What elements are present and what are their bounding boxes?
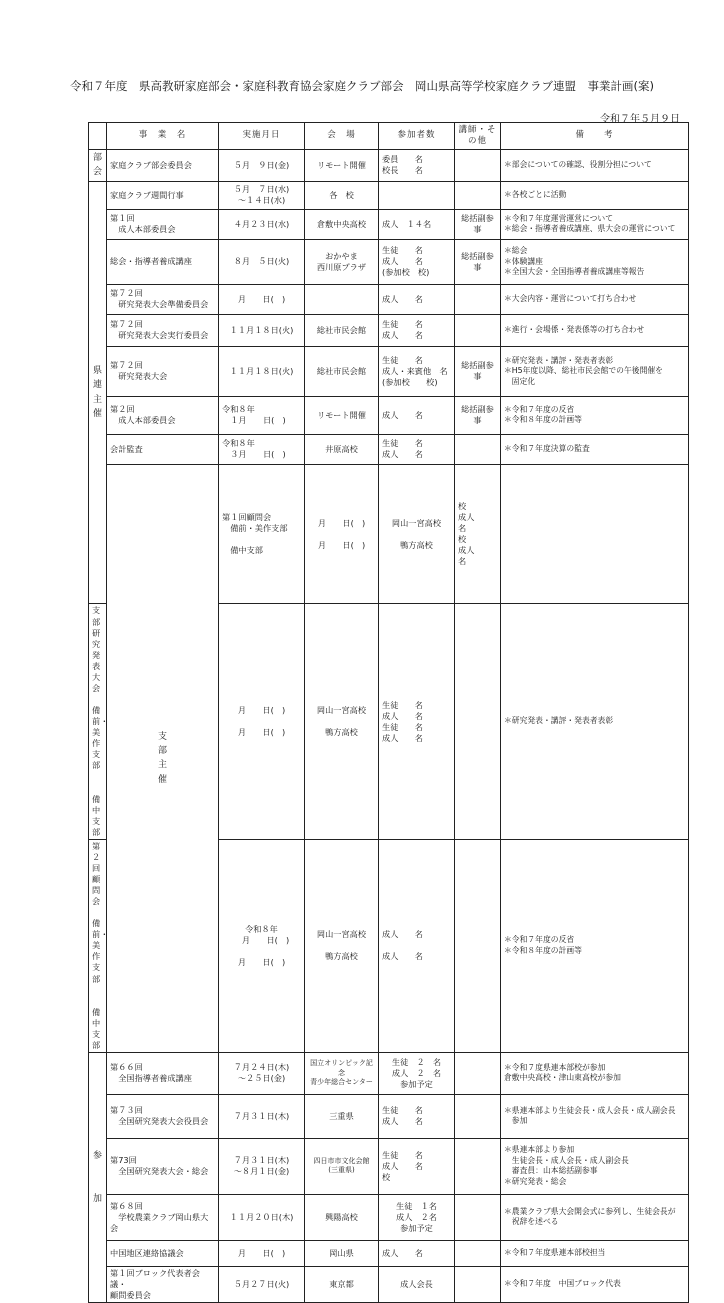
event-name: 第６６回 全国指導者養成講座 xyxy=(107,1052,219,1094)
event-date: １１月２０日(木) xyxy=(219,1194,305,1240)
event-remarks: ＊令和７年度 中国ブロック代表 xyxy=(501,1266,689,1302)
header-lecturer: 講師・その他 xyxy=(455,123,501,150)
table-row xyxy=(89,1240,689,1266)
event-remarks: ＊令和７年度運営運営について ＊総会・指導者養成講座、県大会の運営について xyxy=(501,209,689,239)
event-date: 令和８年 ３月 日( ) xyxy=(219,434,305,464)
event-name: 第７２回 研究発表大会実行委員会 xyxy=(107,314,219,346)
table-row xyxy=(89,209,689,239)
event-lecturer xyxy=(501,464,689,604)
event-date: ５月 ７日(水) ～１４日(水) xyxy=(219,181,305,209)
event-remarks: ＊令和７年度の反省 ＊令和８年度の計画等 xyxy=(501,839,689,1052)
event-remarks: ＊農業クラブ県大会開会式に参列し、生徒会長が 祝辞を述べる xyxy=(501,1194,689,1240)
group-label: 支 部 主 催 xyxy=(107,464,219,1052)
event-participants: 成人 名 xyxy=(379,396,455,434)
event-remarks: ＊令和７年度県連本部校担当 xyxy=(501,1240,689,1266)
event-name: 家庭クラブ週間行事 xyxy=(107,181,219,209)
table-row xyxy=(89,434,689,464)
group-label: 参 加 xyxy=(89,1052,107,1302)
event-date: ７月２４日(木) ～２５日(金) xyxy=(219,1052,305,1094)
event-name: 第７２回 研究発表大会準備委員会 xyxy=(107,284,219,314)
event-remarks: ＊進行・会場係・発表係等の打ち合わせ xyxy=(501,314,689,346)
event-date: 令和８年 月 日( ) 月 日( ) xyxy=(219,839,305,1052)
event-participants: 生徒 名 成人・来賓他 名 (参加校 校) xyxy=(379,346,455,396)
event-remarks: ＊令和７年度の反省 ＊令和８年度の計画等 xyxy=(501,396,689,434)
event-date: ７月３１日(木) ～８月１日(金) xyxy=(219,1138,305,1194)
event-participants: 委員 名 校長 名 xyxy=(379,150,455,182)
event-remarks: ＊県連本部より生徒会長・成人会長・成人副会長 参加 xyxy=(501,1094,689,1138)
event-name: 第７２回 研究発表大会 xyxy=(107,346,219,396)
group-label: 部 会 xyxy=(89,150,107,182)
event-remarks: ＊研究発表・講評・発表者表彰 ＊H5年度以降、総社市民会館での午後開催を 固定化 xyxy=(501,346,689,396)
event-name: 会計監査 xyxy=(107,434,219,464)
event-date: ８月 ５日(火) xyxy=(219,239,305,284)
table-row xyxy=(89,396,689,434)
event-lecturer xyxy=(455,1138,501,1194)
event-date: 月 日( ) xyxy=(219,1240,305,1266)
event-remarks: ＊令和７年度決算の監査 xyxy=(501,434,689,464)
event-participants: 校 成人 名 校 成人 名 xyxy=(455,464,501,604)
event-date: １１月１８日(火) xyxy=(219,314,305,346)
event-lecturer xyxy=(455,839,501,1052)
event-venue: 国立オリンピック記念 青少年総合センター xyxy=(305,1052,379,1094)
event-remarks: ＊各校ごとに活動 xyxy=(501,181,689,209)
event-lecturer xyxy=(455,1240,501,1266)
event-date: 月 日( ) 月 日( ) xyxy=(305,464,379,604)
header-category xyxy=(89,123,107,150)
event-venue: 岡山一宮高校 鴨方高校 xyxy=(305,604,379,839)
event-lecturer xyxy=(455,604,501,839)
event-venue: 興陽高校 xyxy=(305,1194,379,1240)
event-remarks: ＊研究発表・講評・発表者表彰 xyxy=(501,604,689,839)
event-participants: 成人会長 xyxy=(379,1266,455,1302)
table-row xyxy=(89,464,689,604)
table-row xyxy=(89,314,689,346)
event-name: 第７３回 全国研究発表大会役員会 xyxy=(107,1094,219,1138)
event-participants: 成人 名 xyxy=(379,1240,455,1266)
event-lecturer xyxy=(455,434,501,464)
event-name: 第１回顧問会 備前・美作支部 備中支部 xyxy=(219,464,305,604)
event-venue xyxy=(305,284,379,314)
document-date: 令和７年５月９日 xyxy=(600,114,680,125)
event-date: 月 日( ) xyxy=(219,284,305,314)
event-lecturer xyxy=(455,1094,501,1138)
table-row xyxy=(89,1194,689,1240)
plan-table xyxy=(88,122,689,1303)
event-remarks: ＊部会についての確認、役割分担について xyxy=(501,150,689,182)
event-venue: 四日市市文化会館 (三重県) xyxy=(305,1138,379,1194)
table-row xyxy=(89,1094,689,1138)
group-label: 県 連 主 催 xyxy=(89,181,107,604)
event-venue: 東京都 xyxy=(305,1266,379,1302)
event-venue: 総社市民会館 xyxy=(305,314,379,346)
event-name: 第73回 全国研究発表大会・総会 xyxy=(107,1138,219,1194)
event-participants: 生徒 １名 成人 ２名 参加予定 xyxy=(379,1194,455,1240)
document-title: 令和７年度 県高教研家庭部会・家庭科教育協会家庭クラブ部会 岡山県高等学校家庭クラブ連盟 事業計画(案) xyxy=(70,79,654,93)
event-lecturer xyxy=(455,1194,501,1240)
event-participants: 生徒 名 成人 名 生徒 名 成人 名 xyxy=(379,604,455,839)
event-name: 中国地区連絡協議会 xyxy=(107,1240,219,1266)
event-name: 第２回顧問会 備前・美作支部 備中支部 xyxy=(89,839,107,1052)
event-participants: 生徒 名 成人 名 xyxy=(379,314,455,346)
event-lecturer xyxy=(455,181,501,209)
event-participants: 生徒 名 成人 名 (参加校 校) xyxy=(379,239,455,284)
event-date: １１月１８日(火) xyxy=(219,346,305,396)
event-venue: リモート開催 xyxy=(305,396,379,434)
table-row xyxy=(89,346,689,396)
event-lecturer xyxy=(455,1052,501,1094)
table-row xyxy=(89,239,689,284)
table-row xyxy=(89,181,689,209)
event-lecturer xyxy=(455,150,501,182)
event-name: 第１回ブロック代表者会議・ 顧問委員会 xyxy=(107,1266,219,1302)
table-row xyxy=(89,1052,689,1094)
event-venue: おかやま 西川原プラザ xyxy=(305,239,379,284)
event-date: ７月３１日(木) xyxy=(219,1094,305,1138)
event-date: ５月 ９日(金) xyxy=(219,150,305,182)
event-participants: 生徒 名 成人 名 xyxy=(379,1094,455,1138)
event-remarks: ＊県連本部より参加 生徒会長・成人会長・成人副会長 審査員：山本総括副参事 ＊研究発表・総会 xyxy=(501,1138,689,1194)
event-name: 家庭クラブ部会委員会 xyxy=(107,150,219,182)
event-lecturer: 総括副参事 xyxy=(455,396,501,434)
header-event: 事 業 名 xyxy=(107,123,219,150)
event-date: 令和８年 １月 日( ) xyxy=(219,396,305,434)
table-row xyxy=(89,1266,689,1302)
event-lecturer xyxy=(455,1266,501,1302)
table-row xyxy=(89,150,689,182)
event-venue: 岡山一宮高校 鴨方高校 xyxy=(379,464,455,604)
event-date: ４月２３日(水) xyxy=(219,209,305,239)
event-venue: 岡山一宮高校 鴨方高校 xyxy=(305,839,379,1052)
event-participants: 生徒 名 成人 名 xyxy=(379,434,455,464)
event-venue: 各 校 xyxy=(305,181,379,209)
event-remarks: ＊令和７度県連本部校が参加 倉敷中央高校・津山東高校が参加 xyxy=(501,1052,689,1094)
event-remarks: ＊総会 ＊体験講座 ＊全国大会・全国指導者養成講座等報告 xyxy=(501,239,689,284)
event-participants: 成人 名 xyxy=(379,284,455,314)
event-lecturer: 総括副参事 xyxy=(455,209,501,239)
event-participants xyxy=(379,181,455,209)
event-venue: 総社市民会館 xyxy=(305,346,379,396)
event-participants: 生徒 ２ 名 成人 ２ 名 参加予定 xyxy=(379,1052,455,1094)
table-row xyxy=(89,1138,689,1194)
event-venue: リモート開催 xyxy=(305,150,379,182)
event-name: 第６８回 学校農業クラブ岡山県大会 xyxy=(107,1194,219,1240)
event-participants: 成人 名 成人 名 xyxy=(379,839,455,1052)
event-participants: 成人 １４名 xyxy=(379,209,455,239)
event-remarks: ＊大会内容・運営について打ち合わせ xyxy=(501,284,689,314)
event-name: 総会・指導者養成講座 xyxy=(107,239,219,284)
header-venue: 会 場 xyxy=(305,123,379,150)
table-header-row xyxy=(89,123,689,150)
event-lecturer: 総括副参事 xyxy=(455,346,501,396)
event-venue: 井原高校 xyxy=(305,434,379,464)
event-venue: 岡山県 xyxy=(305,1240,379,1266)
table-row xyxy=(89,284,689,314)
event-date: 月 日( ) 月 日( ) xyxy=(219,604,305,839)
event-participants: 生徒 名 成人 名 校 xyxy=(379,1138,455,1194)
header-date: 実施月日 xyxy=(219,123,305,150)
event-lecturer: 総括副参事 xyxy=(455,239,501,284)
event-lecturer xyxy=(455,314,501,346)
event-date: ５月２７日(火) xyxy=(219,1266,305,1302)
event-name: 支部研究発表大会 備前・美作支部 備中支部 xyxy=(89,604,107,839)
event-name: 第１回 成人本部委員会 xyxy=(107,209,219,239)
event-venue: 三重県 xyxy=(305,1094,379,1138)
event-name: 第２回 成人本部委員会 xyxy=(107,396,219,434)
header-participants: 参加者数 xyxy=(379,123,455,150)
header-remarks: 備 考 xyxy=(501,123,689,150)
event-venue: 倉敷中央高校 xyxy=(305,209,379,239)
event-lecturer xyxy=(455,284,501,314)
